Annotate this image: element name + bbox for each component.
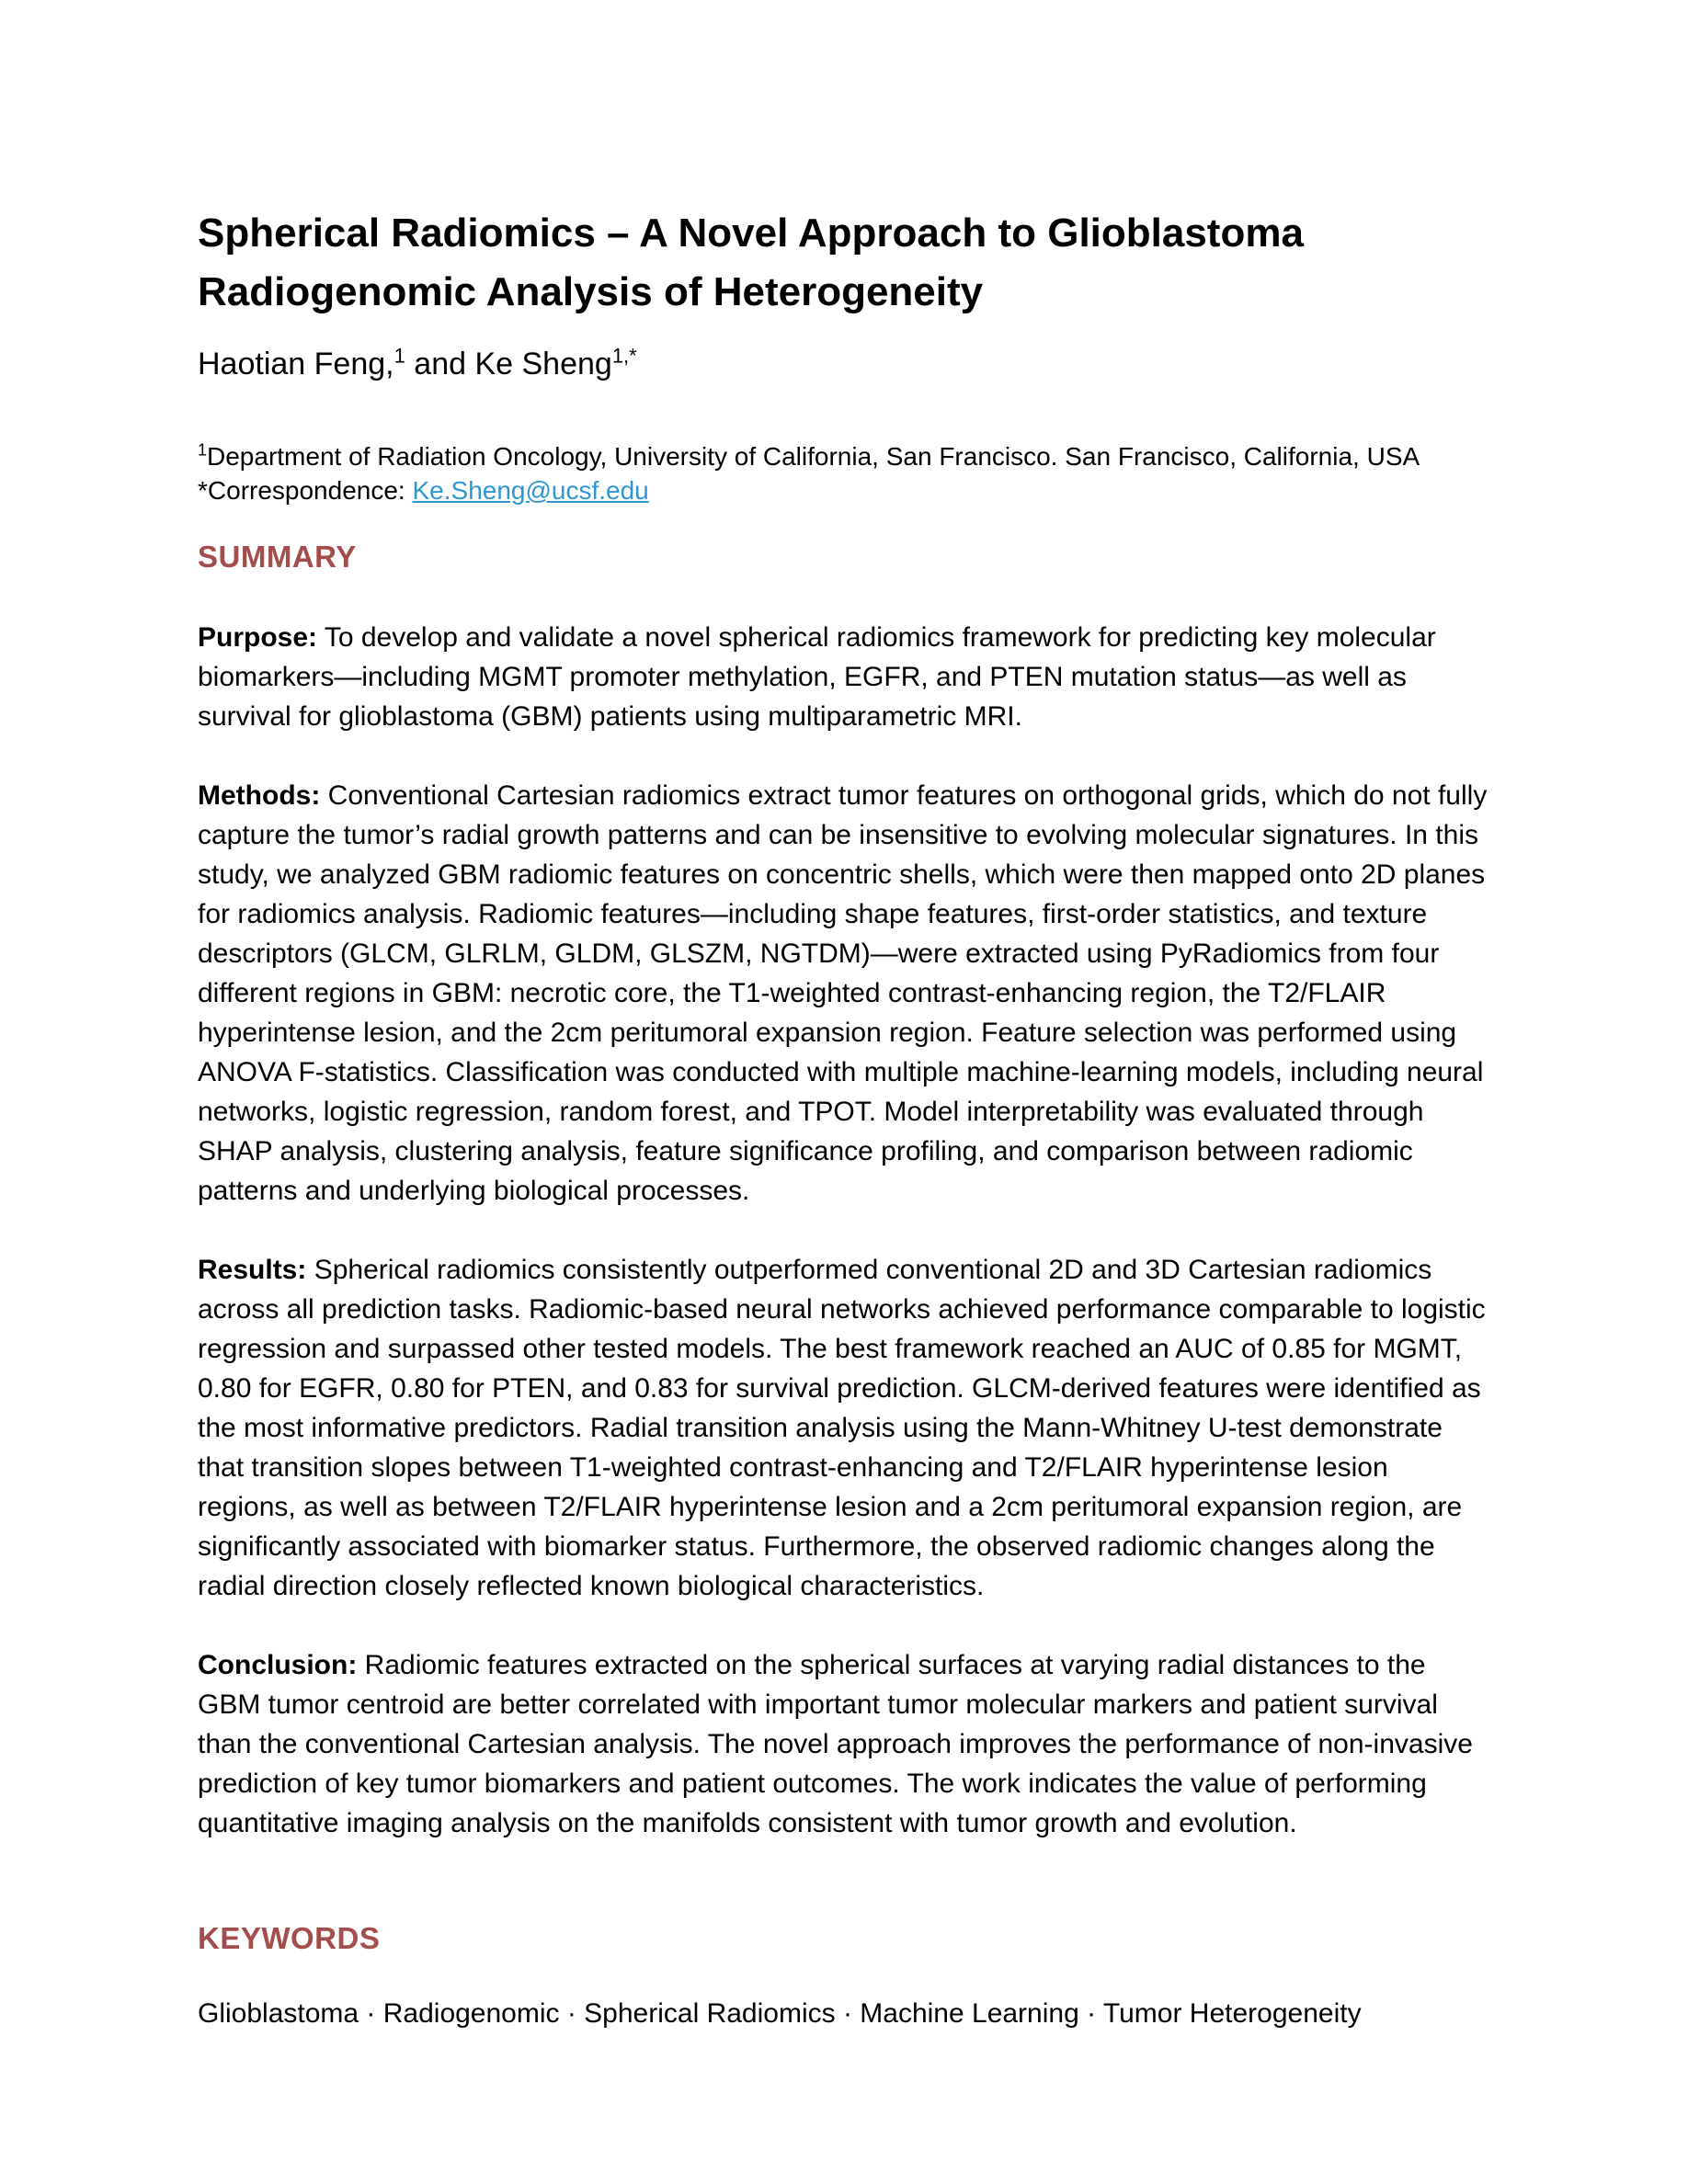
- summary-heading: SUMMARY: [198, 540, 357, 574]
- author-line: [198, 344, 1489, 384]
- purpose-text: To develop and validate a novel spherical radiomics framework for predicting key molecular biomarkers—including MGMT promoter methylation, EGFR, and PTEN mutation status—as well as survival for glioblastoma (GBM) patients using multiparametric MRI.: [198, 622, 1436, 732]
- author-1-affiliation-mark: 1: [393, 344, 405, 368]
- methods-label: Methods:: [198, 780, 321, 811]
- methods-text: Conventional Cartesian radiomics extract tumor features on orthogonal grids, which do not fully capture the tumor’s radial growth patterns and can be insensitive to evolving molecular signatures. In this study, we analyzed GBM radiomic features on concentric shells, which were then mapped onto 2D planes for radiomics analysis. Radiomic features—including shape features, first-order statistics, and texture descriptors (GLCM, GLRLM, GLDM, GLSZM, NGTDM)—were extracted using PyRadiomics from four different regions in GBM: necrotic core, the T1-weighted contrast-enhancing region, the T2/FLAIR hyperintense lesion, and the 2cm peritumoral expansion region. Feature selection was performed using ANOVA F-statistics. Classification was conducted with multiple machine-learning models, including neural networks, logistic regression, random forest, and TPOT. Model interpretability was evaluated through SHAP analysis, clustering analysis, feature significance profiling, and comparison between radiomic patterns and underlying biological processes.: [198, 780, 1488, 1206]
- results-text: Spherical radiomics consistently outperformed conventional 2D and 3D Cartesian radiomics across all prediction tasks. Radiomic-based neural networks achieved performance comparable to logistic regression and surpassed other tested models. The best framework reached an AUC of 0.85 for MGMT, 0.80 for EGFR, 0.80 for PTEN, and 0.83 for survival prediction. GLCM-derived features were identified as the most informative predictors. Radial transition analysis using the Mann-Whitney U-test demonstrate that transition slopes between T1-weighted contrast-enhancing and T2/FLAIR hyperintense lesion regions, as well as between T2/FLAIR hyperintense lesion and a 2cm peritumoral expansion region, are significantly associated with biomarker status. Furthermore, the observed radiomic changes along the radial direction closely reflected known biological characteristics.: [198, 1255, 1486, 1601]
- methods-paragraph: [198, 776, 1489, 1211]
- keywords-heading: KEYWORDS: [198, 1921, 381, 1955]
- conclusion-paragraph: [198, 1645, 1489, 1843]
- conclusion-label: Conclusion:: [198, 1650, 358, 1680]
- correspondence-label: *Correspondence:: [198, 476, 405, 505]
- affiliation-number: 1: [198, 440, 208, 460]
- author-1-name: Haotian Feng,: [198, 347, 394, 381]
- purpose-label: Purpose:: [198, 622, 318, 653]
- purpose-paragraph: [198, 618, 1489, 736]
- affiliation-line: [198, 439, 1489, 473]
- author-2-affiliation-mark: 1,*: [611, 344, 637, 368]
- correspondence-line: [198, 473, 1489, 507]
- affiliation-block: [198, 439, 1489, 507]
- correspondence-email-link[interactable]: Ke.Sheng@ucsf.edu: [412, 476, 649, 505]
- keywords-line: Glioblastoma · Radiogenomic · Spherical Radiomics · Machine Learning · Tumor Heterogeneity: [198, 1998, 1362, 2029]
- author-2-name: and Ke Sheng: [405, 347, 612, 381]
- affiliation-text: Department of Radiation Oncology, University of California, San Francisco. San Francisco, California, USA: [207, 442, 1420, 471]
- results-label: Results:: [198, 1255, 307, 1285]
- conclusion-text: Radiomic features extracted on the spherical surfaces at varying radial distances to the GBM tumor centroid are better correlated with important tumor molecular markers and patient survival than the conventional Cartesian analysis. The novel approach improves the performance of non-invasive prediction of key tumor biomarkers and patient outcomes. The work indicates the value of performing quantitative imaging analysis on the manifolds consistent with tumor growth and evolution.: [198, 1650, 1473, 1838]
- results-paragraph: [198, 1250, 1489, 1606]
- paper-title: Spherical Radiomics – A Novel Approach to Glioblastoma Radiogenomic Analysis of Heterogeneity: [198, 210, 1304, 314]
